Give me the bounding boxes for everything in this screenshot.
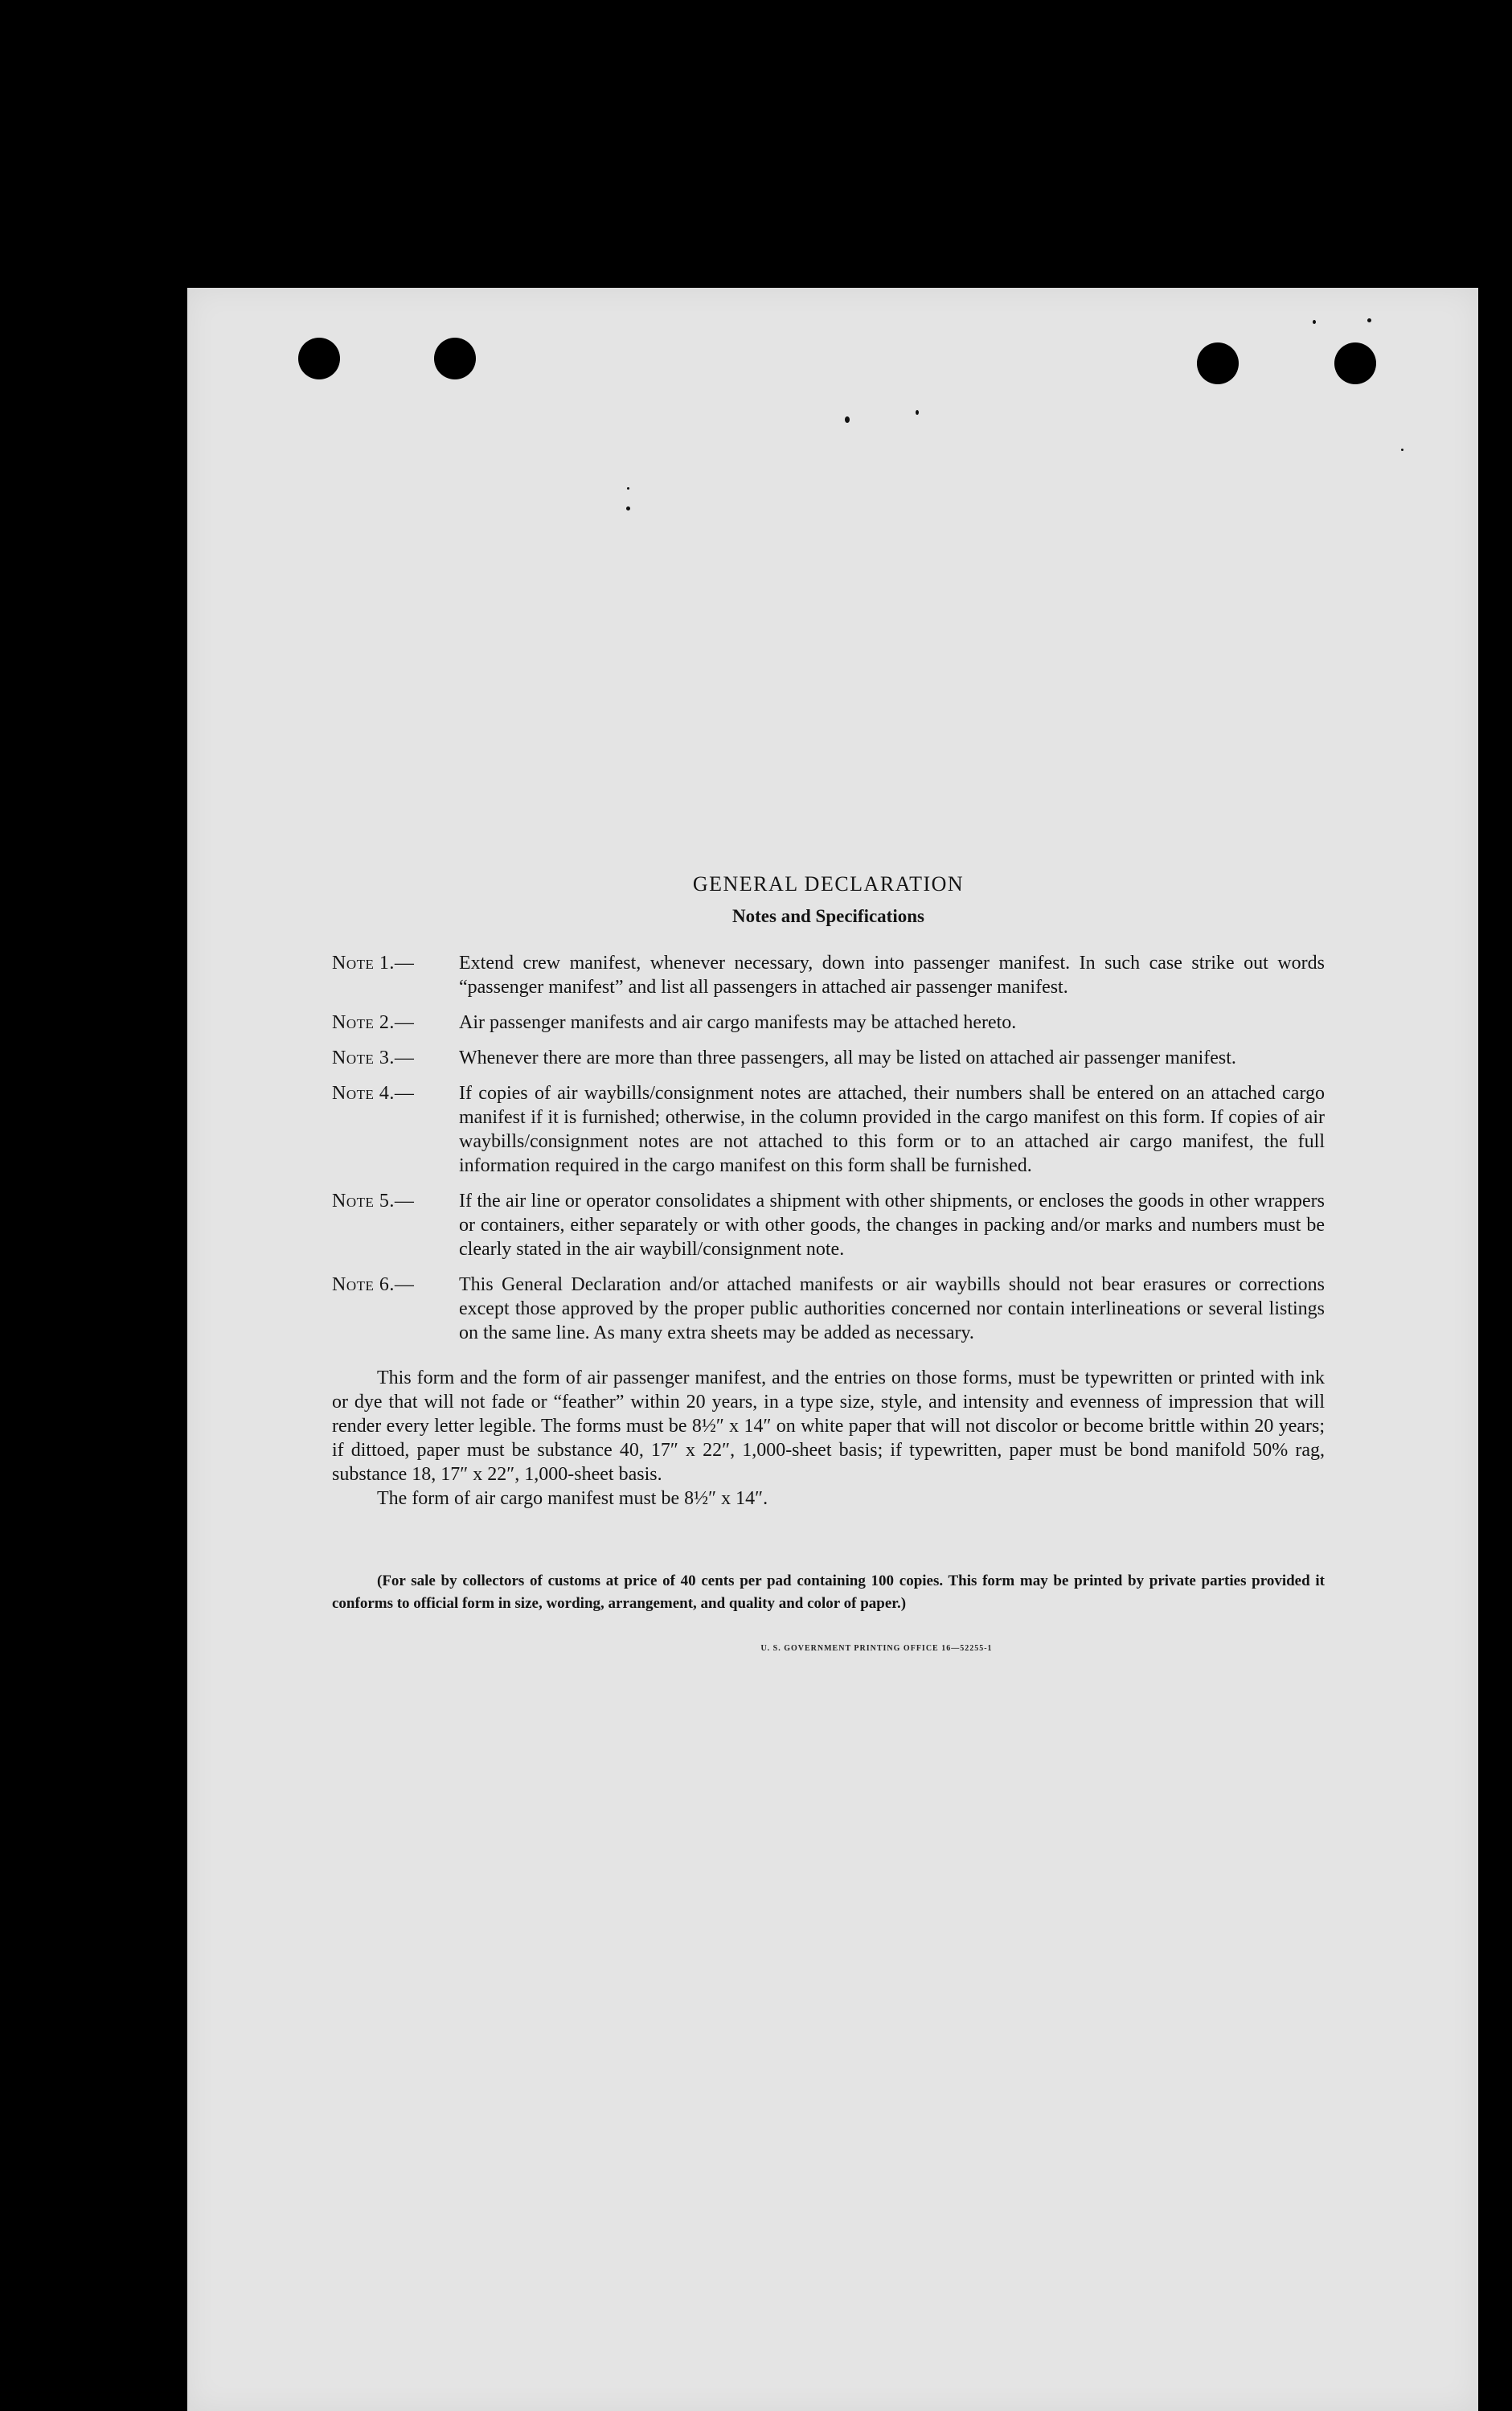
note-text: If the air line or operator consolidates a shipment with other shipments, or encloses the goods in other wrappers or containers, either separately or with other goods, the changes in packing and/or marks and numbers must be clearly stated in the air waybill/consignment note. [459, 1191, 1325, 1260]
note-3 [332, 1046, 1325, 1070]
note-6 [332, 1273, 1325, 1345]
dust-speck [1401, 449, 1403, 451]
cargo-manifest-size-paragraph: The form of air cargo manifest must be 8½″ x 14″. [377, 1488, 768, 1509]
page-subtitle: Notes and Specifications [732, 906, 924, 926]
dust-speck [916, 410, 919, 415]
dust-speck [845, 416, 850, 423]
note-5 [332, 1189, 1325, 1261]
note-4 [332, 1081, 1325, 1178]
punch-hole-right-2 [1334, 342, 1376, 384]
note-label: Note 5.— [332, 1191, 415, 1212]
declaration-content [332, 872, 1325, 1653]
printer-imprint: U. S. GOVERNMENT PRINTING OFFICE 16—52255-1 [760, 1644, 993, 1653]
note-text: Air passenger manifests and air cargo manifests may be attached hereto. [459, 1012, 1017, 1033]
note-text: This General Declaration and/or attached manifests or air waybills should not bear erasures or corrections except those approved by the proper public authorities concerned nor contain interlineations or several listings on the same line. As many extra sheets may be added as necessary. [459, 1274, 1325, 1343]
note-text: Whenever there are more than three passengers, all may be listed on attached air passenger manifest. [459, 1048, 1236, 1068]
note-text: If copies of air waybills/consignment notes are attached, their numbers shall be entered on an attached cargo manifest if it is furnished; otherwise, in the column provided in the cargo manifest on this form. If copies of air waybills/consignment notes are not attached to this form or to an attached air cargo manifest, the full information required in the cargo manifest on this form shall be furnished. [459, 1083, 1325, 1176]
dust-speck [627, 487, 629, 490]
note-label: Note 4.— [332, 1083, 415, 1104]
note-label: Note 6.— [332, 1274, 415, 1295]
dust-speck [1367, 318, 1371, 322]
note-1 [332, 951, 1325, 999]
document-page [187, 288, 1478, 2411]
note-text: Extend crew manifest, whenever necessary, down into passenger manifest. In such case strike out words “passenger manifest” and list all passengers in attached air passenger manifest. [459, 953, 1325, 998]
note-2 [332, 1011, 1325, 1035]
sale-note: (For sale by collectors of customs at price of 40 cents per pad containing 100 copies. This form may be printed by private parties provided it conforms to official form in size, wording, arrangement, and quality and color of paper.) [332, 1572, 1325, 1612]
note-label: Note 1.— [332, 953, 415, 974]
form-requirements-paragraph: This form and the form of air passenger manifest, and the entries on those forms, must be typewritten or printed with ink or dye that will not fade or “feather” within 20 years, in a type size, style, and intensity and evenness of impression that will render every letter legible. The forms must be 8½″ x 14″ on white paper that will not discolor or become brittle within 20 years; if dittoed, paper must be substance 40, 17″ x 22″, 1,000-sheet basis; if typewritten, paper must be bond manifold 50% rag, substance 18, 17″ x 22″, 1,000-sheet basis. [332, 1367, 1325, 1485]
punch-hole-right-1 [1197, 342, 1239, 384]
dust-speck [1313, 320, 1316, 324]
page-title: GENERAL DECLARATION [692, 872, 965, 896]
dust-speck [626, 506, 630, 510]
note-label: Note 3.— [332, 1048, 415, 1068]
punch-hole-left-1 [298, 338, 340, 379]
note-label: Note 2.— [332, 1012, 415, 1033]
punch-hole-left-2 [434, 338, 476, 379]
